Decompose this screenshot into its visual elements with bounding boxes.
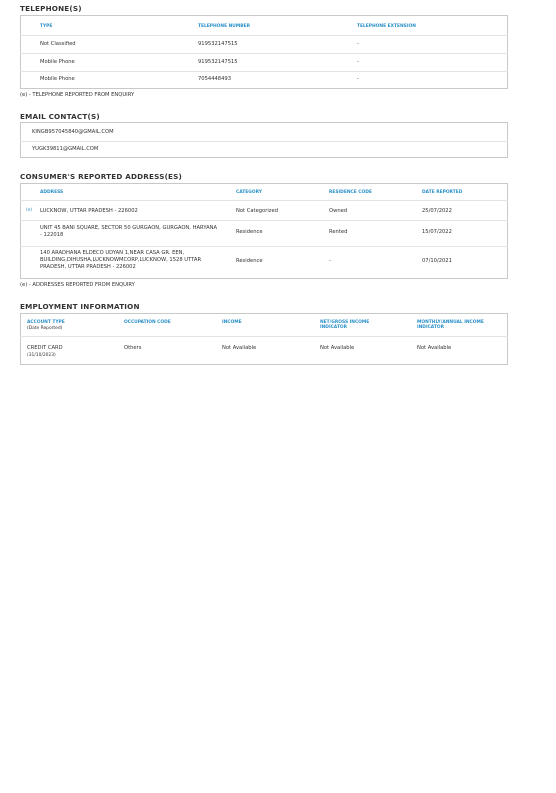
address-row-date: 25/07/2022 xyxy=(422,208,452,214)
telephone-table-top-rule xyxy=(20,15,508,16)
row-divider xyxy=(20,220,508,221)
address-row-category: Residence xyxy=(236,229,263,235)
telephone-row-extension: - xyxy=(357,59,359,65)
telephone-row-extension: - xyxy=(357,76,359,82)
row-divider xyxy=(20,336,508,337)
telephone-header-number: TELEPHONE NUMBER xyxy=(198,24,250,29)
employment-header-date-reported: (Date Reported) xyxy=(27,326,63,331)
address-row-category: Residence xyxy=(236,258,263,264)
employment-header-net-gross: NET/GROSS INCOME INDICATOR xyxy=(320,320,370,331)
address-row-address: LUCKNOW, UTTAR PRADESH - 226002 xyxy=(40,208,138,214)
employment-header-income: INCOME xyxy=(222,320,242,325)
telephone-row-type: Mobile Phone xyxy=(40,59,75,65)
employment-row-account-type: CREDIT CARD xyxy=(27,345,63,351)
telephone-header-type: TYPE xyxy=(40,24,53,29)
employment-header-occupation: OCCUPATION CODE xyxy=(124,320,171,325)
employment-row-occupation: Others xyxy=(124,345,142,351)
employment-header-account-type: ACCOUNT TYPE xyxy=(27,320,65,325)
address-header-address: ADDRESS xyxy=(40,190,64,195)
telephone-row-number: 919532147515 xyxy=(198,59,238,65)
address-row-date: 15/07/2022 xyxy=(422,229,452,235)
telephone-header-extension: TELEPHONE EXTENSION xyxy=(357,24,416,29)
row-divider xyxy=(20,35,508,36)
row-divider xyxy=(20,200,508,201)
address-section-title: CONSUMER'S REPORTED ADDRESS(ES) xyxy=(20,172,183,181)
employment-section-title: EMPLOYMENT INFORMATION xyxy=(20,302,140,311)
address-header-category: CATEGORY xyxy=(236,190,262,195)
email-address: YUGK39811@GMAIL.COM xyxy=(32,146,99,152)
telephone-row-type: Not Classified xyxy=(40,41,76,47)
telephone-row-number: 919532147515 xyxy=(198,41,238,47)
address-row-address: 140 ARADHANA ELDECO UDYAN 1,NEAR CASA GR. EEN, BUILDING,DIHUSHA,LUCKNOWMCORP,LUCKNOW, 1528 UTTAR PRADESH, UTTAR PRADESH - 226002 xyxy=(40,250,202,270)
telephone-table xyxy=(20,15,508,89)
address-row-residence: Owned xyxy=(329,208,348,214)
employment-table-top-rule xyxy=(20,313,508,314)
address-header-date: DATE REPORTED xyxy=(422,190,463,195)
employment-header-monthly-annual: MONTHLY/ANNUAL INCOME INDICATOR xyxy=(417,320,484,331)
address-note: (e) - ADDRESSES REPORTED FROM ENQUIRY xyxy=(20,282,135,288)
employment-row-date: (31/10/2023) xyxy=(27,353,56,358)
row-divider xyxy=(20,53,508,54)
enquiry-marker: (e) xyxy=(26,208,33,213)
address-table-top-rule xyxy=(20,183,508,184)
employment-row-net-gross: Not Available xyxy=(320,345,355,351)
telephone-row-number: 7054448493 xyxy=(198,76,232,82)
address-row-address: UNIT 45 BANI SQUARE, SECTOR 50 GURGAON, GURGAON, HARYANA - 122018 xyxy=(40,225,218,238)
employment-row-monthly-annual: Not Available xyxy=(417,345,452,351)
address-row-residence: Rented xyxy=(329,229,348,235)
row-divider xyxy=(20,71,508,72)
row-divider xyxy=(20,141,508,142)
employment-row-income: Not Available xyxy=(222,345,257,351)
address-row-date: 07/10/2021 xyxy=(422,258,452,264)
telephone-note: (e) - TELEPHONE REPORTED FROM ENQUIRY xyxy=(20,92,135,98)
email-address: KINGB957045840@GMAIL.COM xyxy=(32,129,114,135)
telephone-section-title: TELEPHONE(S) xyxy=(20,4,82,13)
address-header-residence: RESIDENCE CODE xyxy=(329,190,372,195)
row-divider xyxy=(20,246,508,247)
email-table-top-rule xyxy=(20,122,508,123)
address-row-residence: - xyxy=(329,258,331,264)
address-row-category: Not Categorized xyxy=(236,208,279,214)
telephone-row-type: Mobile Phone xyxy=(40,76,75,82)
telephone-row-extension: - xyxy=(357,41,359,47)
email-section-title: EMAIL CONTACT(S) xyxy=(20,112,100,121)
